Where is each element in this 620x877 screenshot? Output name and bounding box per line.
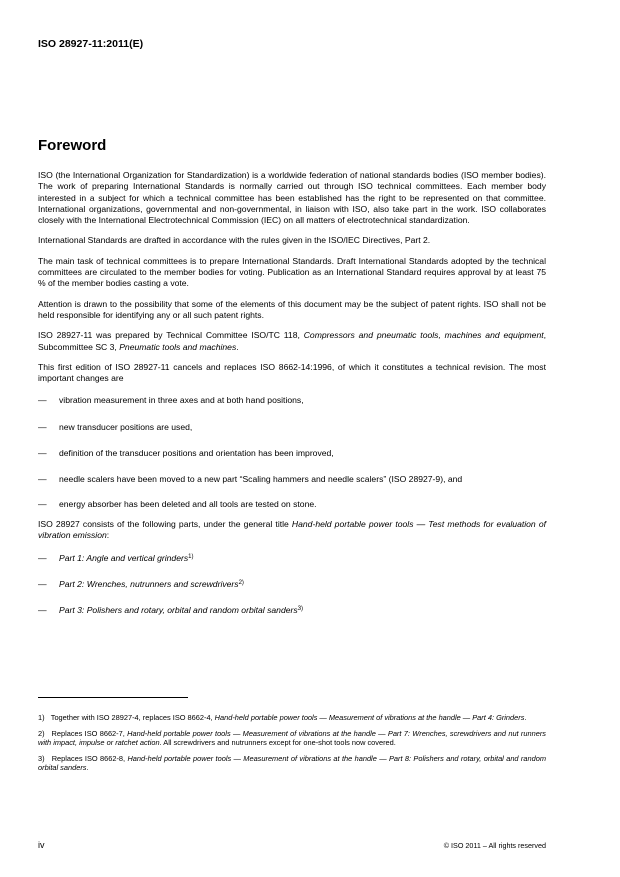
foreword-body [38,170,546,631]
page-title: Foreword [38,137,107,154]
paragraph: The main task of technical committees is to prepare International Standards. Draft International Standards adopted by the technical committees are circulated to the member bodies for voting. Publication as an International Standard requires approval by at least 75 % of the member bodies casting a vote. [38,255,546,289]
paragraph: ISO (the International Organization for Standardization) is a worldwide federation of national standards bodies (ISO member bodies). The work of preparing International Standards is normally carried out through ISO technical committees. Each member body interested in a subject for which a technical committee has been established has the right to be represented on that committee. International organizations, governmental and non-governmental, in liaison with ISO, also take part in the work. ISO collaborates closely with the International Electrotechnical Commission (IEC) on all matters of electrotechnical standardization. [38,170,546,226]
dash-mark: — [38,474,47,485]
footnote-title: Hand-held portable power tools — Measurement of vibrations at the handle — Part 4: Grinders [214,713,525,722]
subcommittee-title: Pneumatic tools and machines [119,341,237,352]
part-title: Part 2: Wrenches, nutrunners and screwdrivers [59,578,239,589]
part-item [38,605,546,616]
list-item-text: new transducer positions are used, [59,421,193,432]
list-item [38,395,546,406]
dash-mark: — [38,395,47,406]
footnote [38,713,546,723]
dash-mark: — [38,605,47,616]
copyright-notice: © ISO 2011 – All rights reserved [443,841,546,850]
footnote [38,754,546,773]
list-item [38,448,546,459]
footnote-title: Hand-held portable power tools — Measurement of vibrations at the handle — Part 8: Polishers and rotary, orbital and random orbital sanders [38,753,546,773]
list-item [38,474,546,485]
footnote-ref: 2) [238,579,244,586]
text-run: Replaces ISO 8662-7, [51,728,128,738]
dash-mark: — [38,552,47,563]
text-run: . [86,763,89,773]
paragraph: This first edition of ISO 28927-11 cancels and replaces ISO 8662-14:1996, of which it constitutes a technical revision. The most important changes are [38,361,546,384]
list-item-text: energy absorber has been deleted and all tools are tested on stone. [59,498,317,509]
list-item-text: vibration measurement in three axes and at both hand positions, [59,395,304,406]
text-run: , Subcommittee SC 3, [38,330,546,352]
part-item [38,553,546,564]
footnote-number: 1) [38,713,45,722]
footnote-ref: 1) [188,553,194,560]
text-run: . [524,713,527,722]
document-identifier: ISO 28927-11:2011(E) [38,38,144,50]
dash-mark: — [38,448,47,459]
list-item [38,422,546,433]
text-run: : [106,530,110,541]
part-title: Part 1: Angle and vertical grinders [59,552,189,563]
paragraph: Attention is drawn to the possibility that some of the elements of this document may be the subject of patent rights. ISO shall not be held responsible for identifying any or all such patent rights. [38,298,546,320]
dash-mark: — [38,498,47,509]
paragraph [38,330,546,353]
list-item [38,499,546,510]
footnote-number: 3) [38,753,45,763]
text-run: ISO 28927 consists of the following parts, under the general title [38,518,292,529]
footnote [38,729,546,748]
dash-mark: — [38,421,47,432]
footnote-title: Hand-held portable power tools — Measurement of vibrations at the handle — Part 7: Wrenches, screwdrivers and nut runners with impact, impulse or ratchet action [38,728,546,748]
text-run: . All screwdrivers and nutrunners except for one-shot tools now covered. [159,738,396,748]
part-item [38,579,546,590]
part-title-wrap [59,605,546,616]
part-title: Part 3: Polishers and rotary, orbital and random orbital sanders [59,605,298,616]
footnote-separator [38,697,188,698]
committee-title: Compressors and pneumatic tools, machines and equipment [303,330,544,341]
footnotes [38,713,546,779]
text-run: Replaces ISO 8662-8, [51,753,128,763]
paragraph [38,519,546,542]
text-run: ISO 28927-11 was prepared by Technical Committee ISO/TC 118, [38,330,304,341]
dash-mark: — [38,578,47,589]
general-title: Hand-held portable power tools — Test methods for evaluation of vibration emission [38,518,546,541]
paragraph: International Standards are drafted in accordance with the rules given in the ISO/IEC Directives, Part 2. [38,235,431,246]
list-item-text: definition of the transducer positions and orientation has been improved, [59,448,334,459]
part-title-wrap [59,553,546,564]
page-number: iv [38,840,45,850]
part-title-wrap [59,579,546,590]
text-run: Together with ISO 28927-4, replaces ISO 8662-4, [50,713,215,722]
text-run: . [236,341,239,352]
footnote-number: 2) [38,728,45,738]
list-item-text: needle scalers have been moved to a new part “Scaling hammers and needle scalers” (ISO 28927-9), and [59,474,463,485]
footnote-ref: 3) [297,606,304,613]
